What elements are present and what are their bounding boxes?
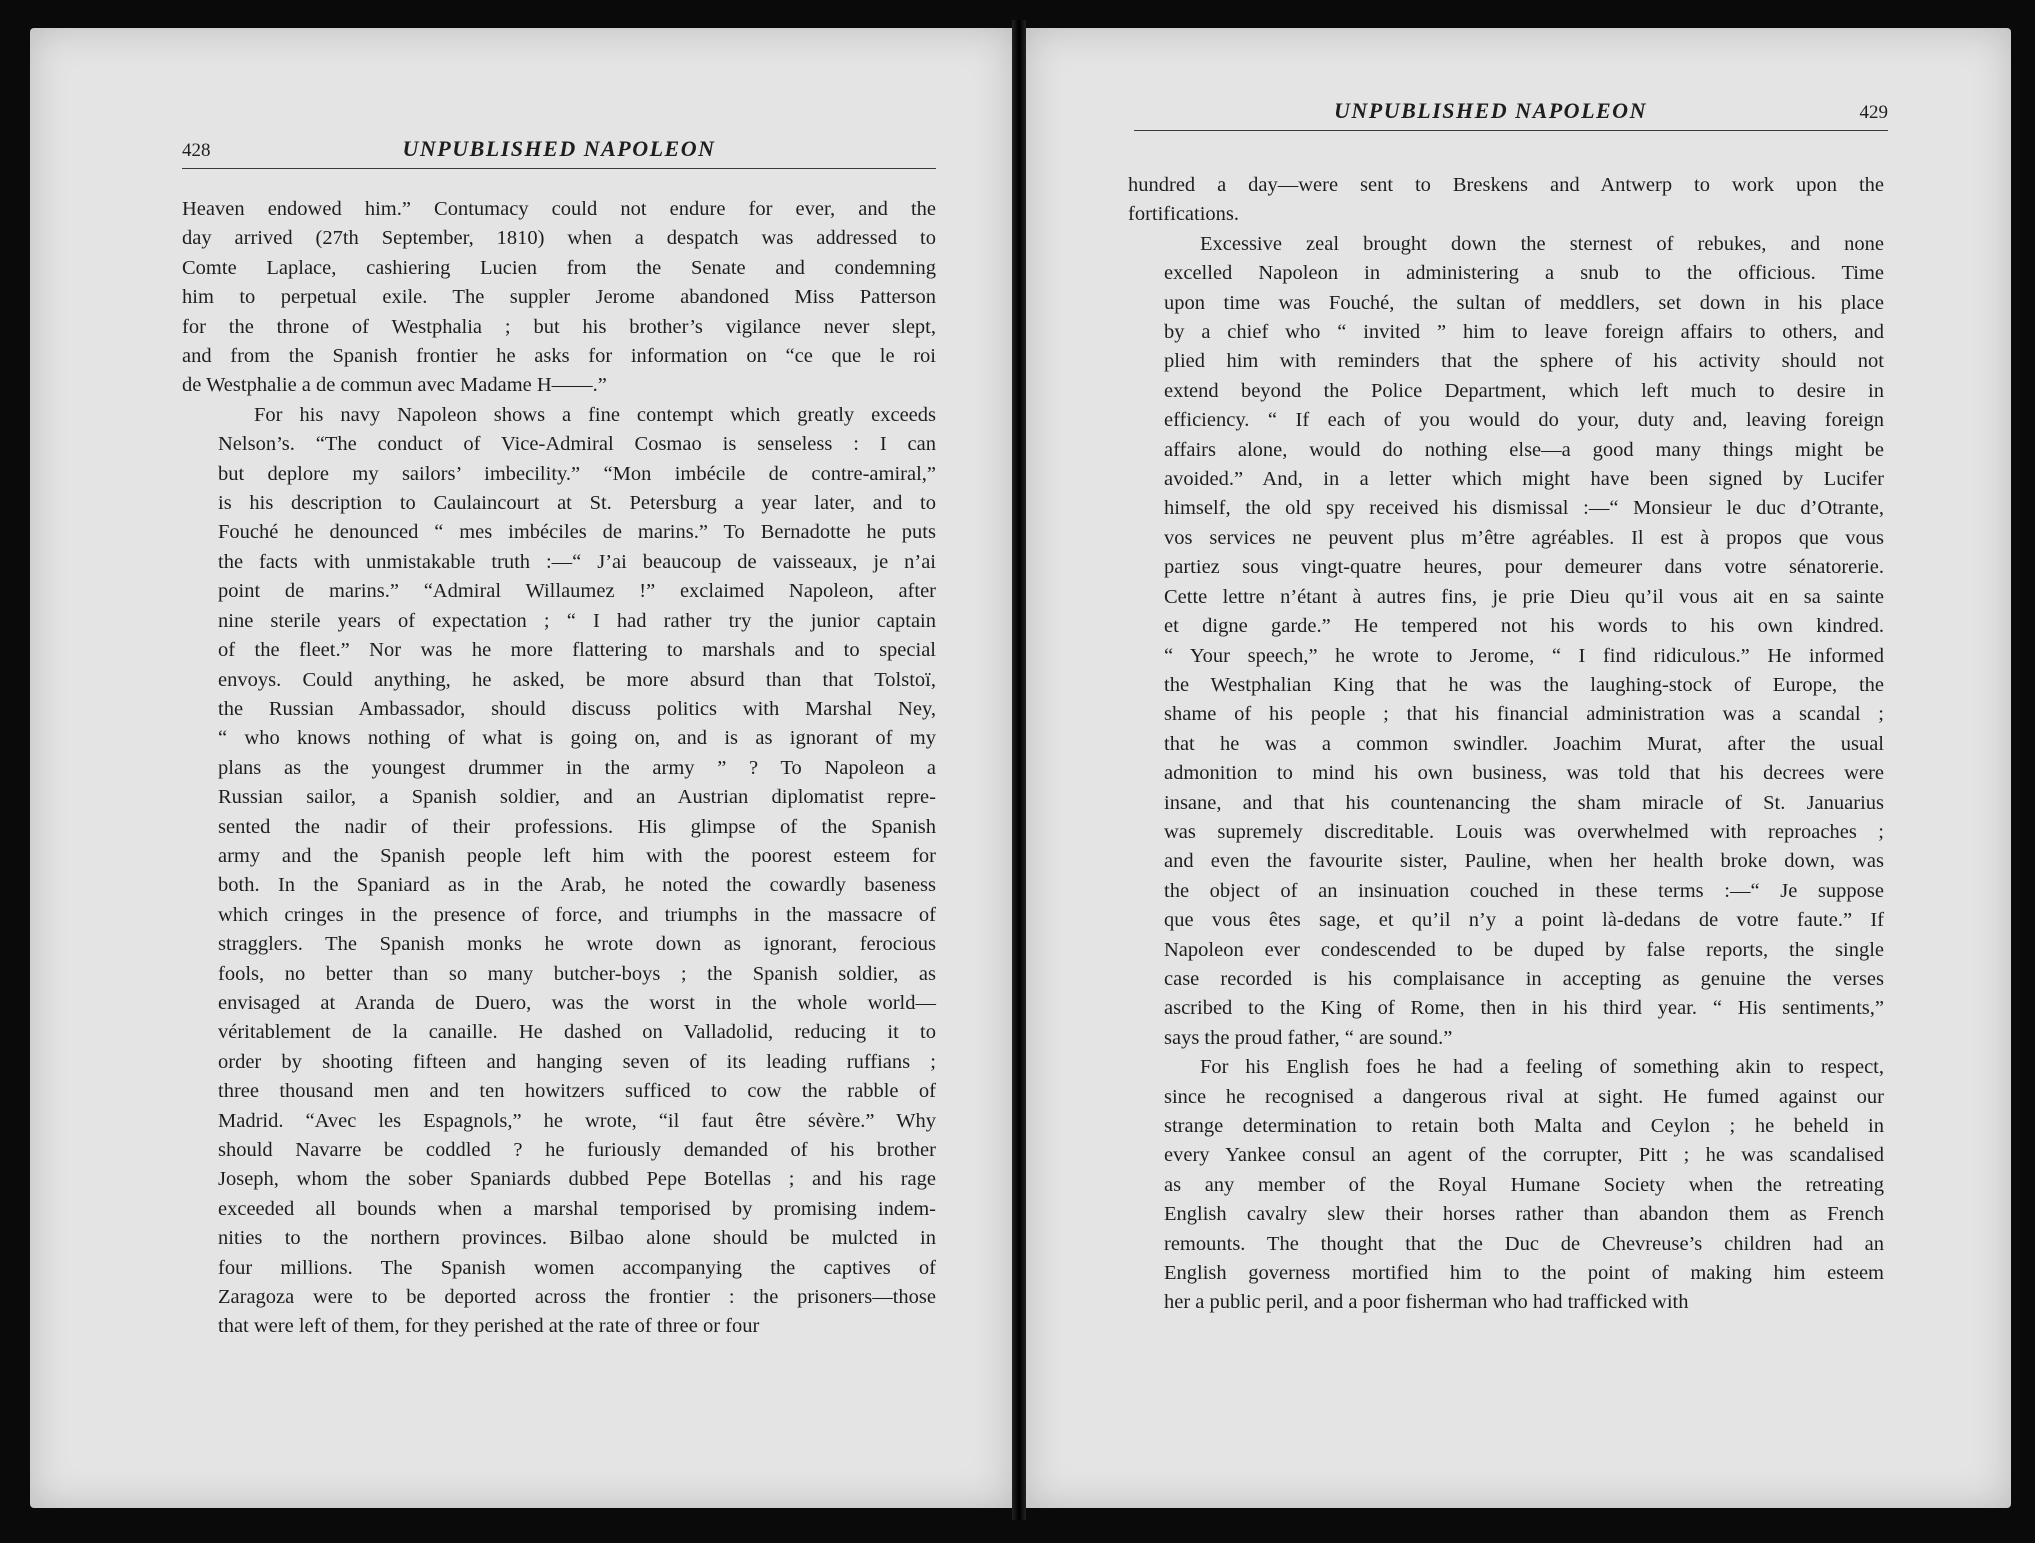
text-line: fortifications.	[1128, 203, 1240, 226]
text-line: himself, the old spy received his dismissal :—“ Monsieur le duc d’Otrante,	[1164, 497, 1884, 520]
text-line: Heaven endowed him.” Contumacy could not endure for ever, and the	[182, 198, 936, 220]
paragraph	[182, 401, 936, 1342]
text-line: should Navarre be coddled ? he furiously demanded of his brother	[218, 1139, 936, 1161]
text-line: is his description to Caulaincourt at St. Petersburg a year later, and to	[218, 492, 936, 515]
text-line: Cette lettre n’étant à autres fins, je prie Dieu qu’il vous ait en sa sainte	[1164, 585, 1884, 608]
text-line: and even the favourite sister, Pauline, when her health broke down, was	[1164, 850, 1884, 873]
text-line: de Westphalie a de commun avec Madame H——.”	[182, 374, 607, 397]
text-line: the Westphalian King that he was the laughing-stock of Europe, the	[1164, 673, 1884, 696]
text-line: efficiency. “ If each of you would do your, duty and, leaving foreign	[1164, 409, 1884, 432]
text-line: her a public peril, and a poor fisherman who had trafficked with	[1164, 1291, 1689, 1314]
text-line: excelled Napoleon in administering a snub to the officious. Time	[1164, 262, 1884, 285]
text-line: which cringes in the presence of force, and triumphs in the massacre of	[218, 903, 936, 926]
left-page-header	[182, 136, 936, 169]
left-page-number: 428	[182, 140, 211, 161]
left-page-body	[182, 195, 936, 1342]
text-line: nine sterile years of expectation ; “ I had rather try the junior captain	[218, 609, 936, 632]
text-line: Russian sailor, a Spanish soldier, and an Austrian diplomatist repre-	[218, 786, 936, 809]
text-line: Comte Laplace, cashiering Lucien from the Senate and condemning	[182, 256, 936, 279]
paragraph	[1128, 171, 1884, 230]
text-line: remounts. The thought that the Duc de Chevreuse’s children had an	[1164, 1232, 1884, 1255]
paragraph	[1128, 230, 1884, 1053]
text-line: envisaged at Aranda de Duero, was the worst in the whole world—	[218, 991, 936, 1014]
text-line: shame of his people ; that his financial administration was a scandal ;	[1164, 703, 1884, 726]
text-line: day arrived (27th September, 1810) when a despatch was addressed to	[182, 227, 936, 250]
text-line: three thousand men and ten howitzers sufficed to cow the rabble of	[218, 1080, 936, 1103]
text-line: vos services ne peuvent plus m’être agréables. Il est à propos que vous	[1164, 526, 1884, 549]
text-line: army and the Spanish people left him with the poorest esteem for	[218, 844, 936, 867]
text-line: English governess mortified him to the point of making him esteem	[1164, 1262, 1884, 1285]
text-line: que vous êtes sage, et qu’il n’y a point là-dedans de votre faute.” If	[1164, 909, 1884, 932]
text-line: envoys. Could anything, he asked, be more absurd than that Tolstoï,	[218, 668, 936, 691]
text-line: ascribed to the King of Rome, then in his third year. “ His sentiments,”	[1164, 997, 1884, 1020]
left-page	[30, 28, 1012, 1508]
text-line: fools, no better than so many butcher-boys ; the Spanish soldier, as	[218, 962, 936, 985]
text-line: but deplore my sailors’ imbecility.” “Mon imbécile de contre-amiral,”	[218, 462, 936, 485]
text-line: says the proud father, “ are sound.”	[1164, 1026, 1453, 1049]
text-line: Madrid. “Avec les Espagnols,” he wrote, “il faut être sévère.” Why	[218, 1109, 936, 1132]
text-line: insane, and that his countenancing the sham miracle of St. Januarius	[1164, 791, 1884, 814]
text-line: Joseph, whom the sober Spaniards dubbed Pepe Botellas ; and his rage	[218, 1168, 936, 1191]
text-line: that were left of them, for they perished at the rate of three or four	[218, 1315, 760, 1338]
text-line: plied him with reminders that the sphere of his activity should not	[1164, 350, 1884, 373]
text-line: “ who knows nothing of what is going on, and is as ignorant of my	[218, 727, 936, 750]
text-line: the Russian Ambassador, should discuss politics with Marshal Ney,	[218, 697, 936, 720]
book-gutter	[1012, 20, 1026, 1520]
text-line: order by shooting fifteen and hanging seven of its leading ruffians ;	[218, 1050, 936, 1073]
text-line: him to perpetual exile. The suppler Jerome abandoned Miss Patterson	[182, 286, 936, 309]
text-line: four millions. The Spanish women accompanying the captives of	[218, 1256, 936, 1279]
text-line: since he recognised a dangerous rival at sight. He fumed against our	[1164, 1085, 1884, 1108]
paragraph	[1128, 1053, 1884, 1318]
text-line: every Yankee consul an agent of the corrupter, Pitt ; he was scandalised	[1164, 1144, 1884, 1167]
text-line: hundred a day—were sent to Breskens and Antwerp to work upon the	[1128, 174, 1884, 196]
text-line: Excessive zeal brought down the sternest of rebukes, and none	[1200, 232, 1884, 255]
text-line: partiez sous vingt-quatre heures, pour demeurer dans votre sénatorerie.	[1164, 556, 1884, 579]
text-line: case recorded is his complaisance in accepting as genuine the verses	[1164, 967, 1884, 990]
text-line: affairs alone, would do nothing else—a good many things might be	[1164, 438, 1884, 461]
text-line: the facts with unmistakable truth :—“ J’ai beaucoup de vaisseaux, je n’ai	[218, 550, 936, 573]
text-line: extend beyond the Police Department, which left much to desire in	[1164, 379, 1884, 402]
text-line: point de marins.” “Admiral Willaumez !” exclaimed Napoleon, after	[218, 580, 936, 603]
right-page-number: 429	[1859, 102, 1888, 123]
text-line: English cavalry slew their horses rather than abandon them as French	[1164, 1203, 1884, 1226]
text-line: admonition to mind his own business, was told that his decrees were	[1164, 762, 1884, 785]
text-line: both. In the Spaniard as in the Arab, he noted the cowardly baseness	[218, 874, 936, 897]
text-line: as any member of the Royal Humane Society when the retreating	[1164, 1173, 1884, 1196]
text-line: nities to the northern provinces. Bilbao alone should be mulcted in	[218, 1227, 936, 1250]
text-line: was supremely discreditable. Louis was overwhelmed with reproaches ;	[1164, 820, 1884, 843]
text-line: stragglers. The Spanish monks he wrote down as ignorant, ferocious	[218, 933, 936, 956]
text-line: et digne garde.” He tempered not his words to his own kindred.	[1164, 615, 1884, 638]
text-line: Zaragoza were to be deported across the frontier : the prisoners—those	[218, 1286, 936, 1309]
text-line: upon time was Fouché, the sultan of meddlers, set down in his place	[1164, 291, 1884, 314]
left-running-head: UNPUBLISHED NAPOLEON	[402, 136, 716, 161]
text-line: Napoleon ever condescended to be duped by false reports, the single	[1164, 938, 1884, 961]
text-line: “ Your speech,” he wrote to Jerome, “ I find ridiculous.” He informed	[1164, 644, 1884, 667]
right-page	[1026, 28, 2011, 1508]
text-line: the object of an insinuation couched in these terms :—“ Je suppose	[1164, 879, 1884, 902]
paragraph	[182, 195, 936, 401]
text-line: for the throne of Westphalia ; but his brother’s vigilance never slept,	[182, 315, 936, 338]
text-line: For his English foes he had a feeling of something akin to respect,	[1200, 1056, 1884, 1079]
text-line: that he was a common swindler. Joachim Murat, after the usual	[1164, 732, 1884, 755]
right-page-header	[1134, 98, 1888, 131]
right-running-head: UNPUBLISHED NAPOLEON	[1334, 98, 1647, 123]
text-line: For his navy Napoleon shows a fine contempt which greatly exceeds	[254, 403, 936, 426]
text-line: avoided.” And, in a letter which might have been signed by Lucifer	[1164, 468, 1884, 491]
text-line: plans as the youngest drummer in the army ” ? To Napoleon a	[218, 756, 936, 779]
right-page-body	[1128, 171, 1884, 1318]
text-line: Nelson’s. “The conduct of Vice-Admiral Cosmao is senseless : I can	[218, 433, 936, 456]
text-line: by a chief who “ invited ” him to leave foreign affairs to others, and	[1164, 321, 1884, 344]
text-line: sented the nadir of their professions. His glimpse of the Spanish	[218, 815, 936, 838]
text-line: strange determination to retain both Malta and Ceylon ; he beheld in	[1164, 1115, 1884, 1137]
text-line: véritablement de la canaille. He dashed on Valladolid, reducing it to	[218, 1021, 936, 1044]
text-line: of the fleet.” Nor was he more flattering to marshals and to special	[218, 639, 936, 662]
text-line: Fouché he denounced “ mes imbéciles de marins.” To Bernadotte he puts	[218, 521, 936, 544]
text-line: and from the Spanish frontier he asks for information on “ce que le roi	[182, 345, 936, 368]
text-line: exceeded all bounds when a marshal temporised by promising indem-	[218, 1197, 936, 1220]
